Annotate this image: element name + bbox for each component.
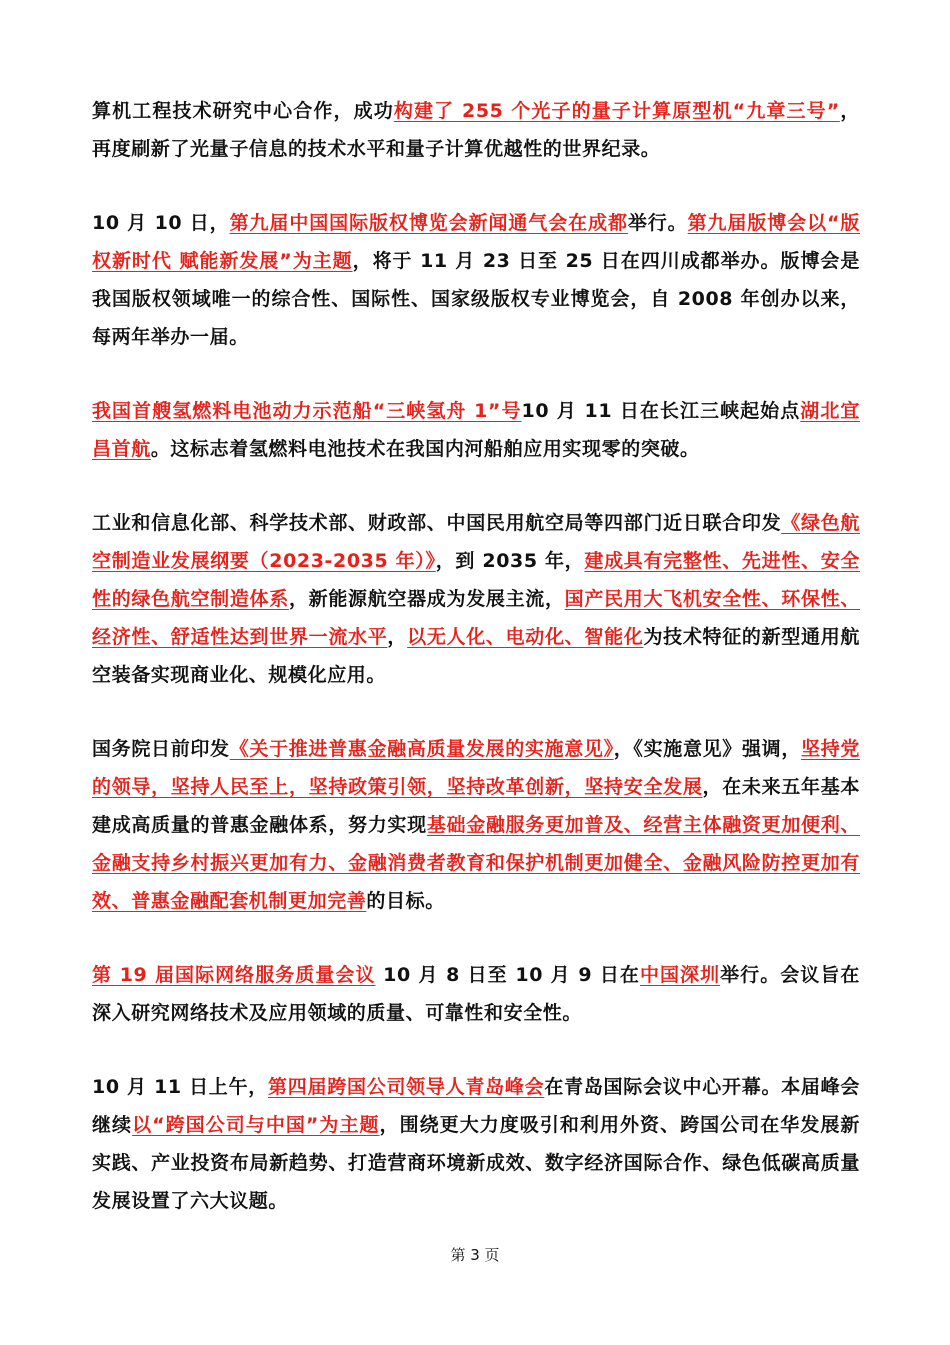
text-run: ，到 2035 年， [435, 550, 585, 572]
text-run: 的目标。 [366, 890, 445, 912]
text-run: 在青岛国际会议中心开幕。本届峰会继续 [92, 1076, 860, 1136]
highlighted-text: 湖北宜昌首航 [92, 400, 860, 460]
text-run: ，将于 11 月 23 日至 25 日在四川成都举办。版博会是我国版权领域唯一的综合性、国际性、国家级版权专业博览会，自 2008 年创办以来，每两年举办一届。 [92, 250, 860, 348]
text-run: 10 月 11 日上午， [92, 1076, 269, 1098]
highlighted-text: 第九届版博会以“版权新时代 赋能新发展”为主题 [92, 212, 860, 272]
highlighted-text: 建成具有完整性、先进性、安全性的绿色航空制造体系 [92, 550, 860, 610]
highlighted-text: 坚持党的领导，坚持人民至上，坚持政策引领，坚持改革创新，坚持安全发展 [92, 738, 860, 798]
highlighted-text: 国产民用大飞机安全性、环保性、经济性、舒适性达到世界一流水平 [92, 588, 860, 648]
text-run: 10 月 8 日至 10 月 9 日在 [375, 964, 640, 986]
paragraph-qingdao-summit [92, 1068, 860, 1220]
text-run: 工业和信息化部、科学技术部、财政部、中国民用航空局等四部门近日联合印发 [92, 512, 782, 534]
text-run: 举行。会议旨在深入研究网络技术及应用领域的质量、可靠性和安全性。 [92, 964, 860, 1024]
text-run: ，再度刷新了光量子信息的技术水平和量子计算优越性的世界纪录。 [92, 100, 860, 160]
text-run: ，在未来五年基本建成高质量的普惠金融体系，努力实现 [92, 776, 860, 836]
paragraph-quantum [92, 92, 860, 168]
paragraph-copyright-expo [92, 204, 860, 356]
text-run: 举行。 [627, 212, 688, 234]
text-run: 10 月 10 日， [92, 212, 230, 234]
paragraph-inclusive-finance [92, 730, 860, 920]
paragraph-network-conference [92, 956, 860, 1032]
highlighted-text: 《绿色航空制造业发展纲要（2023-2035 年）》 [92, 512, 860, 572]
text-run: 10 月 11 日在长江三峡起始点 [521, 400, 801, 422]
highlighted-text: 第九届中国国际版权博览会新闻通气会在成都 [229, 212, 628, 234]
paragraph-green-aviation [92, 504, 860, 694]
highlighted-text: 《关于推进普惠金融高质量发展的实施意见》 [229, 738, 614, 760]
text-run: 国务院日前印发 [92, 738, 230, 760]
highlighted-text: 以“跨国公司与中国”为主题 [132, 1114, 380, 1136]
text-run: 为技术特征的新型通用航空装备实现商业化、规模化应用。 [92, 626, 860, 686]
highlighted-text: 我国首艘氢燃料电池动力示范船“三峡氢舟 1”号 [92, 400, 522, 422]
highlighted-text: 基础金融服务更加普及、经营主体融资更加便利、金融支持乡村振兴更加有力、金融消费者教育和保护机制更加健全、金融风险防控更加有效、普惠金融配套机制更加完善 [92, 814, 860, 912]
text-run: 算机工程技术研究中心合作，成功 [92, 100, 394, 122]
highlighted-text: 第 19 届国际网络服务质量会议 [92, 964, 376, 986]
text-run: ，围绕更大力度吸引和利用外资、跨国公司在华发展新实践、产业投资布局新趋势、打造营商环境新成效、数字经济国际合作、绿色低碳高质量发展设置了六大议题。 [92, 1114, 861, 1212]
highlighted-text: 中国深圳 [639, 964, 721, 986]
text-run: 。这标志着氢燃料电池技术在我国内河船舶应用实现零的突破。 [150, 438, 700, 460]
text-run: ， [387, 626, 408, 648]
highlighted-text: 第四届跨国公司领导人青岛峰会 [268, 1076, 545, 1098]
text-run: ，新能源航空器成为发展主流， [288, 588, 565, 610]
page-number: 第 3 页 [450, 1246, 500, 1264]
paragraph-hydrogen-ship [92, 392, 860, 468]
highlighted-text: 构建了 255 个光子的量子计算原型机“九章三号” [393, 100, 840, 122]
text-run: ，《实施意见》强调， [613, 738, 802, 760]
document-body [92, 92, 860, 1256]
highlighted-text: 以无人化、电动化、智能化 [407, 626, 644, 648]
